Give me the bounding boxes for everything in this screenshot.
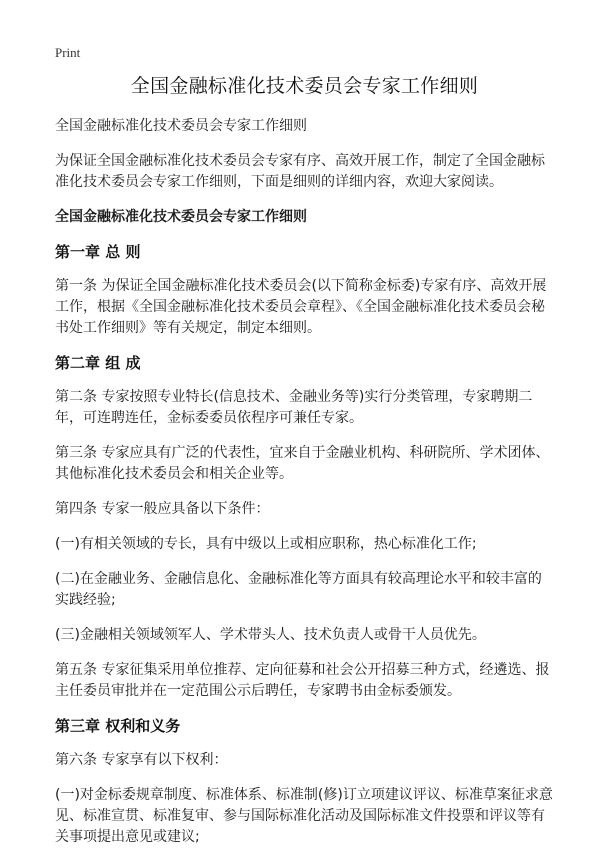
article-paragraph: 第二条 专家按照专业特长(信息技术、金融业务等)实行分类管理，专家聘期二年，可连聘连任，金标委委员依程序可兼任专家。 bbox=[55, 389, 533, 426]
intro-paragraph: 为保证全国金融标准化技术委员会专家有序、高效开展工作，制定了全国金融标准化技术委员会专家工作细则，下面是细则的详细内容，欢迎大家阅读。 bbox=[55, 153, 545, 190]
chapter-heading: 第三章 权利和义务 bbox=[55, 717, 181, 735]
article-paragraph: 第六条 专家享有以下权利： bbox=[55, 752, 228, 768]
article-paragraph: 第五条 专家征集采用单位推荐、定向征募和社会公开招募三种方式，经遴选、报主任委员审批并在一定范围公示后聘任，专家聘书由金标委颁发。 bbox=[55, 662, 550, 699]
section-title: 全国金融标准化技术委员会专家工作细则 bbox=[55, 209, 307, 225]
article-paragraph: 第四条 专家一般应具备以下条件： bbox=[55, 501, 270, 517]
list-item: (二)在金融业务、金融信息化、金融标准化等方面具有较高理论水平和较丰富的实践经验; bbox=[55, 571, 542, 608]
chapter-heading: 第一章 总 则 bbox=[55, 243, 141, 261]
article-paragraph: 第三条 专家应具有广泛的代表性，宜来自于金融业机构、科研院所、学术团体、其他标准化技术委员会和相关企业等。 bbox=[55, 445, 550, 482]
list-item: (一)对金标委规章制度、标准体系、标准制(修)订立项建议评议、标准草案征求意见、标准宣贯、标准复审、参与国际标准化活动及国际标准文件投票和评议等有关事项提出意见或建议; bbox=[55, 787, 553, 845]
chapter-heading: 第二章 组 成 bbox=[55, 354, 141, 372]
print-label[interactable]: Print bbox=[55, 45, 81, 60]
page-title: 全国金融标准化技术委员会专家工作细则 bbox=[130, 75, 479, 97]
list-item: (三)金融相关领域领军人、学术带头人、技术负责人或骨干人员优先。 bbox=[55, 627, 486, 643]
list-item: (一)有相关领域的专长，具有中级以上或相应职称，热心标准化工作; bbox=[55, 536, 477, 552]
article-paragraph: 第一条 为保证全国金融标准化技术委员会(以下简称金标委)专家有序、高效开展工作，根据《全国金融标准化技术委员会章程》、《全国金融标准化技术委员会秘书处工作细则》等有关规定，制定本细则。 bbox=[55, 278, 547, 336]
subtitle: 全国金融标准化技术委员会专家工作细则 bbox=[55, 118, 307, 134]
